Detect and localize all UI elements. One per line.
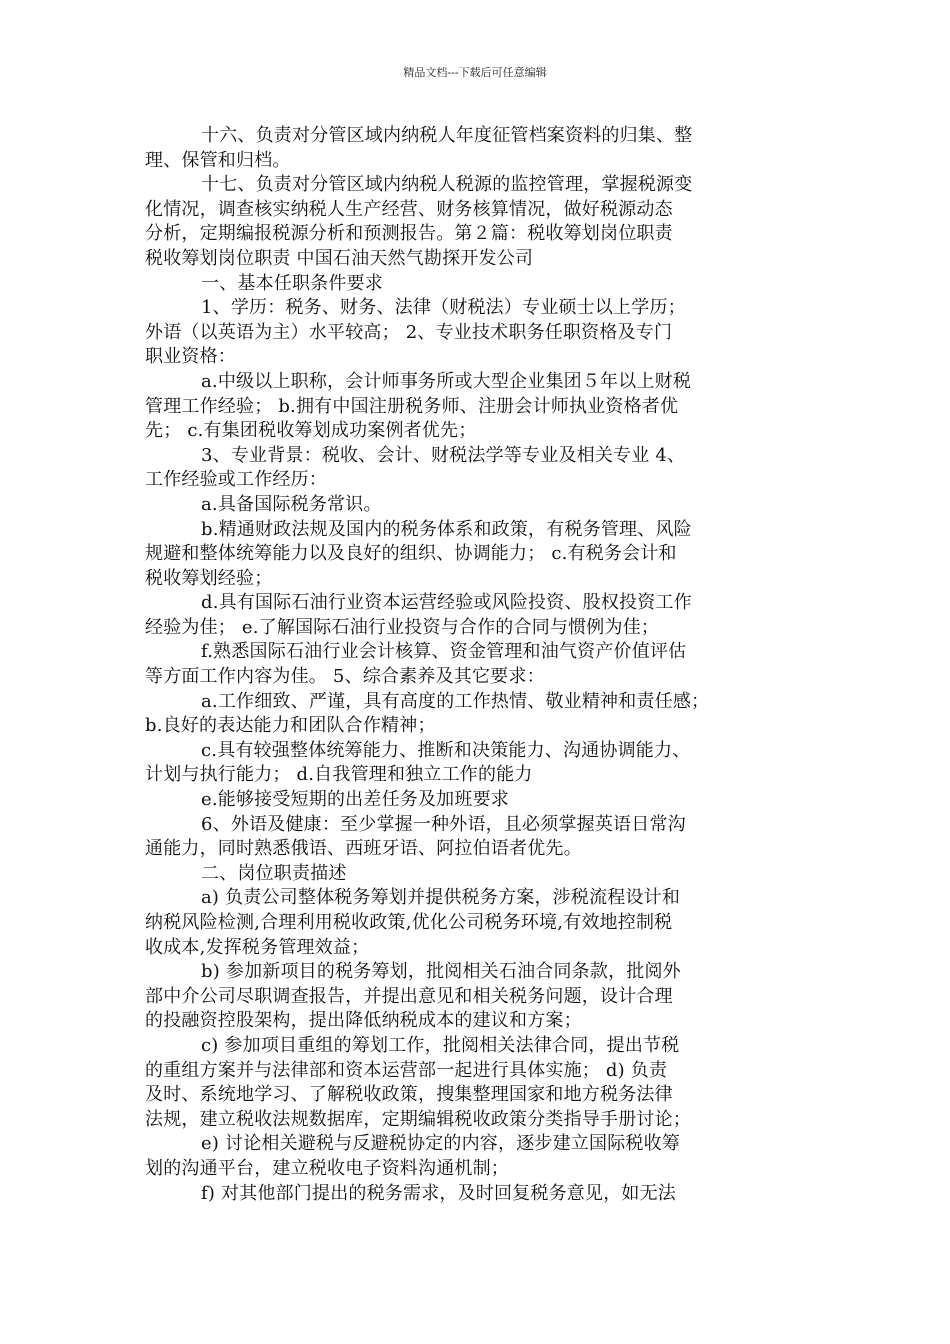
text-line: 外语（以英语为主）水平较高； 2、专业技术职务任职资格及专门 bbox=[145, 321, 673, 343]
text-line: 二、岗位职责描述 bbox=[201, 862, 347, 884]
text-line: 十六、负责对分管区域内纳税人年度征管档案资料的归集、整 bbox=[201, 125, 693, 146]
text-line: d.具有国际石油行业资本运营经验或风险投资、股权投资工作 bbox=[201, 592, 692, 614]
text-line: 部中介公司尽职调查报告，并提出意见和相关税务问题，设计合理 bbox=[145, 985, 673, 1007]
text-line: 等方面工作内容为佳。 5、综合素养及其它要求： bbox=[145, 666, 545, 688]
text-line: 经验为佳； e.了解国际石油行业投资与合作的合同与惯例为佳； bbox=[145, 616, 660, 638]
text-line: 纳税风险检测,合理利用税收政策,优化公司税务环境,有效地控制税 bbox=[145, 912, 673, 933]
text-line: c) 参加项目重组的筹划工作，批阅相关法律合同，提出节税 bbox=[201, 1034, 680, 1056]
text-line: 十七、负责对分管区域内纳税人税源的监控管理，掌握税源变 bbox=[201, 174, 693, 196]
document-body bbox=[145, 124, 815, 1206]
text-line: b.良好的表达能力和团队合作精神； bbox=[145, 715, 436, 737]
text-line: 1、学历：税务、财务、法律（财税法）专业硕士以上学历； bbox=[201, 297, 686, 319]
text-line: 法规，建立税收法规数据库，定期编辑税收政策分类指导手册讨论； bbox=[145, 1108, 691, 1130]
text-line: 化情况，调查核实纳税人生产经营、财务核算情况，做好税源动态 bbox=[145, 198, 673, 220]
text-line: 规避和整体统筹能力以及良好的组织、协调能力； c.有税务会计和 bbox=[145, 543, 677, 565]
text-line: 及时、系统地学习、了解税收政策，搜集整理国家和地方税务法律 bbox=[145, 1084, 673, 1106]
text-line: e.能够接受短期的出差任务及加班要求 bbox=[201, 789, 509, 811]
text-line: 的投融资控股架构，提出降低纳税成本的建议和方案； bbox=[145, 1010, 582, 1032]
text-line: 收成本,发挥税务管理效益； bbox=[145, 936, 370, 958]
text-line: 3、专业背景：税收、会计、财税法学等专业及相关专业 4、 bbox=[201, 444, 686, 466]
text-line: c.具有较强整体统筹能力、推断和决策能力、沟通协调能力、 bbox=[201, 739, 691, 761]
text-line: f) 对其他部门提出的税务需求，及时回复税务意见，如无法 bbox=[201, 1182, 677, 1204]
text-line: 的重组方案并与法律部和资本运营部一起进行具体实施； d) 负责 bbox=[145, 1059, 668, 1081]
text-line: b.精通财政法规及国内的税务体系和政策，有税务管理、风险 bbox=[201, 518, 692, 540]
text-line: 分析，定期编报税源分析和预测报告。第２篇：税收筹划岗位职责 bbox=[145, 223, 673, 245]
text-line: 一、基本任职条件要求 bbox=[201, 272, 383, 294]
text-line: 税收筹划岗位职责 中国石油天然气勘探开发公司 bbox=[145, 247, 534, 269]
text-line: e) 讨论相关避税与反避税协定的内容，逐步建立国际税收筹 bbox=[201, 1133, 680, 1155]
text-line: 计划与执行能力； d.自我管理和独立工作的能力 bbox=[145, 764, 533, 786]
text-line: 理、保管和归档。 bbox=[145, 149, 291, 171]
text-line: 6、外语及健康：至少掌握一种外语，且必须掌握英语日常沟 bbox=[201, 813, 686, 835]
text-line: a.具备国际税务常识。 bbox=[201, 493, 382, 515]
page-header: 精品文档---下载后可任意编辑 bbox=[403, 66, 547, 79]
text-line: 管理工作经验； b.拥有中国注册税务师、注册会计师执业资格者优 bbox=[145, 395, 679, 417]
text-line: b) 参加新项目的税务筹划，批阅相关石油合同条款，批阅外 bbox=[201, 961, 681, 983]
text-line: f.熟悉国际石油行业会计核算、资金管理和油气资产价值评估 bbox=[201, 641, 687, 663]
text-line: a) 负责公司整体税务筹划并提供税务方案，涉税流程设计和 bbox=[201, 887, 681, 909]
text-line: a.工作细致、严谨，具有高度的工作热情、敬业精神和责任感； bbox=[201, 690, 710, 712]
text-line: 先； c.有集团税收筹划成功案例者优先； bbox=[145, 420, 477, 442]
text-line: 通能力，同时熟悉俄语、西班牙语、阿拉伯语者优先。 bbox=[145, 838, 582, 860]
text-line: 划的沟通平台，建立税收电子资料沟通机制； bbox=[145, 1157, 509, 1179]
text-line: a.中级以上职称，会计师事务所或大型企业集团５年以上财税 bbox=[201, 370, 692, 392]
text-line: 税收筹划经验； bbox=[145, 567, 273, 589]
text-line: 工作经验或工作经历： bbox=[145, 469, 327, 491]
text-line: 职业资格： bbox=[145, 346, 236, 368]
